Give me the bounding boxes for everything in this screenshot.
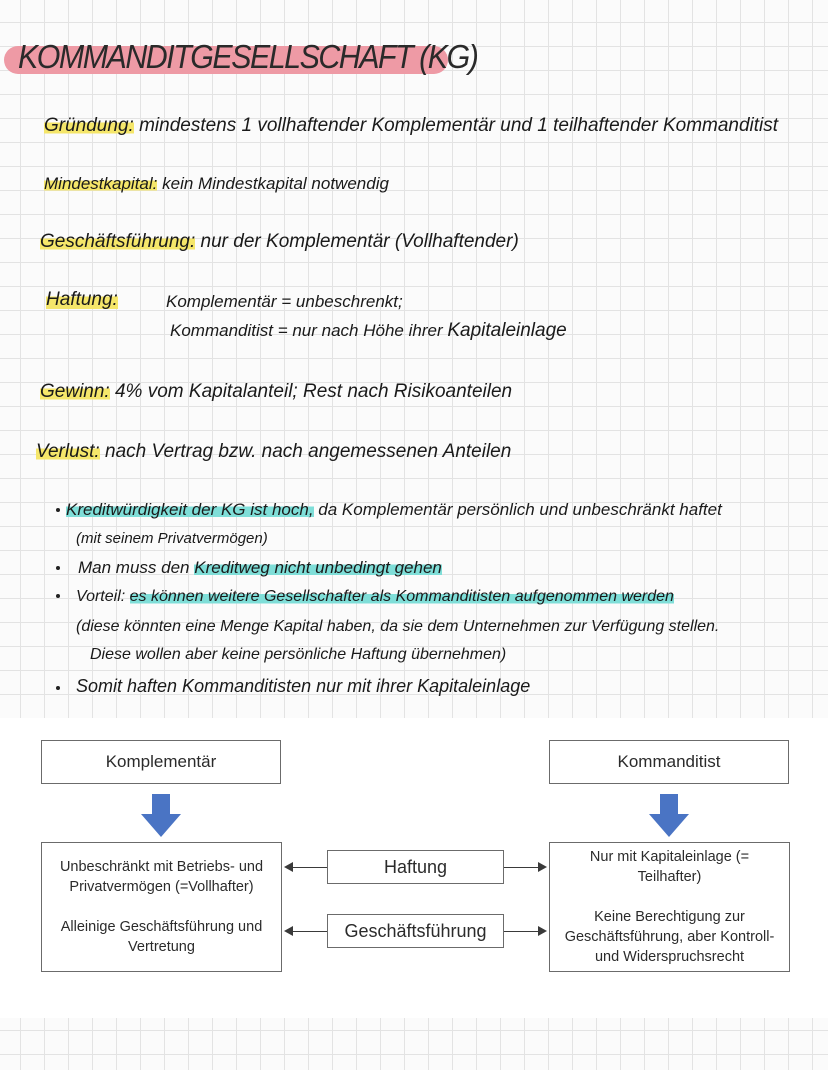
komplementaer-box	[41, 842, 282, 972]
bullet-dot	[56, 686, 60, 690]
bullet-1-rest: da Komplementär persönlich und unbeschränkt haftet	[318, 500, 722, 519]
bullet-4: Somit haften Kommanditisten nur mit ihrer Kapitaleinlage	[76, 676, 531, 696]
kommanditist-box	[549, 842, 790, 972]
kommanditist-gf: Keine Berechtigung zur Geschäftsführung, aber Kontroll- und Widerspruchsrecht	[564, 909, 775, 965]
gewinn-text: 4% vom Kapitalanteil; Rest nach Risikoanteilen	[114, 381, 513, 402]
verlust-label: Verlust:	[36, 441, 100, 462]
connector-line	[504, 931, 540, 932]
haftung-line2-prefix: Kommanditist = nur nach Höhe ihrer	[170, 321, 443, 340]
arrow-right-icon	[538, 862, 547, 872]
section-mindestkapital	[44, 172, 389, 196]
section-gewinn	[40, 380, 512, 404]
arrow-right-icon	[538, 926, 547, 936]
page-title: KOMMANDITGESELLSCHAFT (KG)	[18, 38, 478, 75]
connector-line	[292, 867, 327, 868]
bullet-3-line3: Diese wollen aber keine persönliche Haftung übernehmen)	[90, 646, 507, 663]
mindestkapital-text: kein Mindestkapital notwendig	[162, 174, 389, 193]
bullet-dot	[56, 566, 60, 570]
gewinn-label: Gewinn:	[40, 381, 110, 402]
geschaeftsfuehrung-label: Geschäftsführung:	[40, 231, 196, 252]
komplementaer-haftung: Unbeschränkt mit Betriebs- und Privatvermögen (=Vollhafter)	[59, 859, 264, 895]
bullet-3-highlight: es können weitere Gesellschafter als Kommanditisten aufgenommen werden	[129, 588, 674, 605]
bullet-2	[78, 558, 442, 578]
down-arrow-icon	[649, 794, 689, 838]
haftung-line1: Komplementär = unbeschrenkt;	[166, 292, 403, 311]
gruendung-label: Gründung:	[44, 115, 134, 136]
haftung-line2-suffix: Kapitaleinlage	[447, 320, 567, 341]
diagram	[0, 718, 828, 1018]
komplementaer-gf: Alleinige Geschäftsführung und Vertretung	[60, 919, 263, 955]
connector-line	[292, 931, 327, 932]
down-arrow-icon	[141, 794, 181, 838]
bullet-2-highlight: Kreditweg nicht unbedingt gehen	[194, 558, 442, 577]
mindestkapital-label: Mindestkapital:	[44, 174, 158, 193]
section-geschaeftsfuehrung	[40, 230, 519, 254]
bullet-1-line2: (mit seinem Privatvermögen)	[76, 530, 268, 547]
geschaeftsfuehrung-box: Geschäftsführung	[327, 914, 504, 948]
gruendung-text: mindestens 1 vollhaftender Komplementär und 1 teilhaftender Kommanditist	[139, 115, 779, 136]
bullet-2-prefix: Man muss den	[78, 558, 190, 577]
bullet-1	[66, 500, 722, 520]
bullet-3-prefix: Vorteil:	[76, 588, 126, 605]
komplementaer-header: Komplementär	[41, 740, 281, 784]
kommanditist-haftung: Nur mit Kapitaleinlage (= Teilhafter)	[589, 849, 750, 885]
haftung-label: Haftung:	[46, 289, 118, 310]
verlust-text: nach Vertrag bzw. nach angemessenen Anteilen	[105, 441, 512, 462]
haftung-box: Haftung	[327, 850, 504, 884]
bullet-dot	[56, 508, 60, 512]
section-gruendung	[44, 114, 778, 138]
bullet-1-highlight: Kreditwürdigkeit der KG ist hoch,	[66, 500, 314, 519]
section-verlust	[36, 440, 511, 464]
haftung-line2	[170, 320, 567, 342]
kommanditist-header: Kommanditist	[549, 740, 789, 784]
geschaeftsfuehrung-text: nur der Komplementär (Vollhaftender)	[200, 231, 519, 252]
connector-line	[504, 867, 540, 868]
bullet-dot	[56, 594, 60, 598]
bullet-3-line2: (diese könnten eine Menge Kapital haben, da sie dem Unternehmen zur Verfügung stellen.	[76, 618, 720, 635]
bullet-3	[76, 588, 674, 606]
